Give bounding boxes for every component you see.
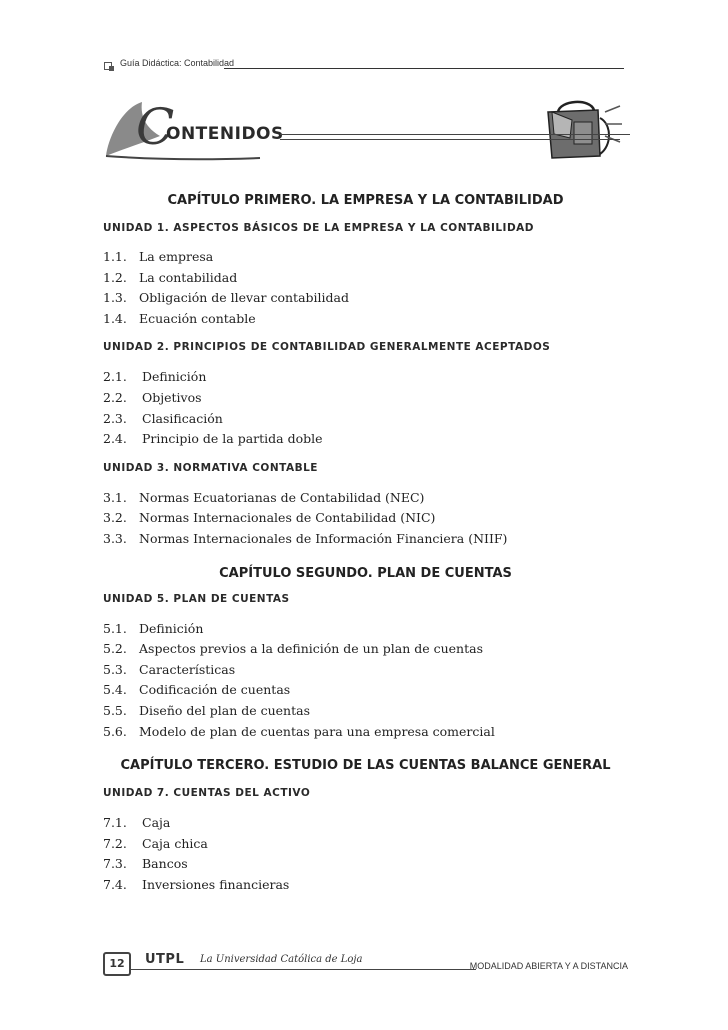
- item-text: Definición: [139, 620, 204, 636]
- item-number: 2.1.: [103, 369, 127, 385]
- item-text: Modelo de plan de cuentas para una empresa comercial: [139, 723, 495, 739]
- list-item: [103, 701, 628, 722]
- item-number: 3.3.: [103, 530, 127, 546]
- list-item: [103, 309, 628, 330]
- item-text: La empresa: [139, 249, 214, 264]
- item-number: 1.1.: [103, 249, 127, 264]
- item-text: Codificación de cuentas: [139, 682, 291, 698]
- list-item: [103, 619, 628, 640]
- list-item: [103, 508, 628, 529]
- list-item: [103, 409, 628, 430]
- university-name: La Universidad Católica de Loja: [200, 954, 363, 965]
- item-text: Definición: [142, 369, 207, 385]
- item-text: Principio de la partida doble: [142, 431, 323, 447]
- unit-heading: UNIDAD 1. ASPECTOS BÁSICOS DE LA EMPRESA Y LA CONTABILIDAD: [103, 222, 535, 234]
- item-text: Normas Internacionales de Contabilidad (NIC): [139, 510, 436, 526]
- list-item: [103, 288, 628, 309]
- list-item: [103, 388, 628, 409]
- list-item: [103, 813, 628, 834]
- item-number: 3.1.: [103, 489, 127, 505]
- header-square-fill-icon: [109, 66, 114, 71]
- modality-label: MODALIDAD ABIERTA Y A DISTANCIA: [469, 961, 628, 971]
- running-header: [104, 57, 624, 71]
- item-number: 3.2.: [103, 510, 127, 526]
- item-text: La contabilidad: [139, 269, 238, 285]
- chapter-heading: CAPÍTULO PRIMERO. LA EMPRESA Y LA CONTABILIDAD: [167, 193, 564, 208]
- item-number: 1.2.: [103, 269, 127, 285]
- unit-heading: UNIDAD 7. CUENTAS DEL ACTIVO: [103, 787, 311, 800]
- table-of-contents: [103, 185, 628, 895]
- unit-list: [103, 619, 628, 743]
- list-item: [103, 680, 628, 701]
- unit-list: [103, 367, 628, 449]
- unit-list: [103, 247, 628, 329]
- item-number: 5.2.: [103, 641, 127, 657]
- item-text: Objetivos: [142, 389, 202, 405]
- item-number: 2.2.: [103, 389, 127, 405]
- unit-heading: UNIDAD 5. PLAN DE CUENTAS: [103, 592, 290, 605]
- item-text: Diseño del plan de cuentas: [139, 702, 310, 718]
- banner-initial: C: [136, 98, 175, 156]
- page-number: 12: [103, 952, 131, 976]
- item-number: 2.4.: [103, 431, 127, 447]
- item-text: Caja: [142, 815, 171, 831]
- item-text: Bancos: [142, 856, 188, 872]
- contents-banner: [100, 98, 630, 173]
- item-number: 7.2.: [103, 835, 127, 851]
- item-text: Normas Internacionales de Información Financiera (NIIF): [139, 530, 508, 546]
- list-item: [103, 875, 628, 896]
- item-number: 1.4.: [103, 310, 127, 326]
- unit-list: [103, 813, 628, 895]
- briefcase-icon: [548, 102, 622, 158]
- chapter-heading: CAPÍTULO SEGUNDO. PLAN DE CUENTAS: [219, 565, 512, 581]
- item-text: Normas Ecuatorianas de Contabilidad (NEC): [139, 489, 425, 505]
- item-number: 7.3.: [103, 856, 127, 872]
- header-rule: [224, 68, 624, 69]
- item-number: 7.1.: [103, 815, 127, 831]
- list-item: [103, 834, 628, 855]
- banner-rule-top: [280, 134, 630, 135]
- unit-list: [103, 488, 628, 550]
- item-number: 1.3.: [103, 290, 127, 306]
- banner-rule-bottom: [280, 139, 620, 140]
- item-text: Caja chica: [142, 835, 208, 851]
- page-footer: [103, 952, 628, 976]
- banner-title: ONTENIDOS: [166, 124, 284, 144]
- list-item: [103, 247, 628, 268]
- running-title: Guía Didáctica: Contabilidad: [120, 58, 235, 68]
- item-text: Ecuación contable: [139, 310, 256, 326]
- utpl-logo: UTPL: [145, 952, 185, 967]
- item-number: 2.3.: [103, 410, 127, 426]
- item-text: Clasificación: [142, 410, 223, 426]
- list-item: [103, 429, 628, 450]
- chapter-heading: CAPÍTULO TERCERO. ESTUDIO DE LAS CUENTAS BALANCE GENERAL: [120, 758, 611, 774]
- item-number: 5.3.: [103, 661, 127, 677]
- list-item: [103, 639, 628, 660]
- list-item: [103, 854, 628, 875]
- unit-heading: UNIDAD 2. PRINCIPIOS DE CONTABILIDAD GENERALMENTE ACEPTADOS: [103, 341, 551, 354]
- footer-rule: [131, 969, 476, 970]
- list-item: [103, 660, 628, 681]
- item-text: Inversiones financieras: [142, 876, 290, 892]
- item-text: Características: [139, 661, 236, 677]
- item-number: 7.4.: [103, 876, 127, 892]
- item-number: 5.5.: [103, 702, 127, 718]
- item-number: 5.4.: [103, 682, 127, 698]
- list-item: [103, 722, 628, 743]
- item-number: 5.1.: [103, 620, 127, 636]
- item-number: 5.6.: [103, 723, 127, 739]
- item-text: Obligación de llevar contabilidad: [139, 290, 349, 306]
- item-text: Aspectos previos a la definición de un plan de cuentas: [139, 641, 483, 657]
- unit-heading: UNIDAD 3. NORMATIVA CONTABLE: [103, 461, 318, 474]
- list-item: [103, 268, 628, 289]
- list-item: [103, 529, 628, 550]
- list-item: [103, 488, 628, 509]
- list-item: [103, 367, 628, 388]
